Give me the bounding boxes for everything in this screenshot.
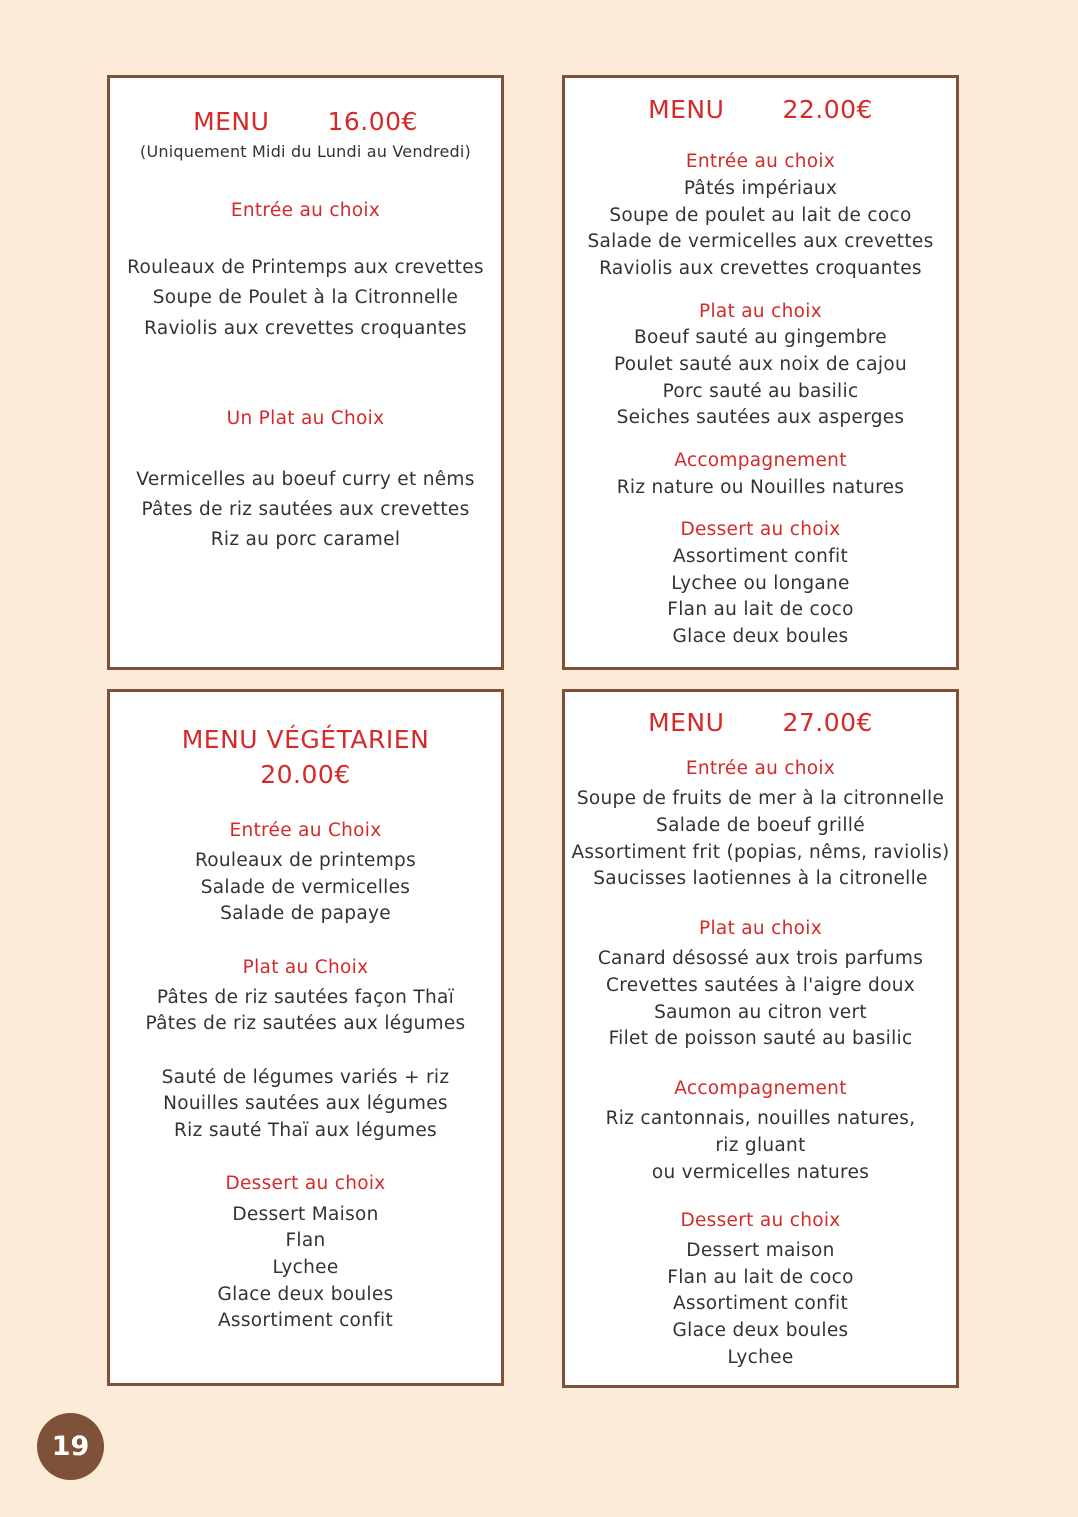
menu-item: Glace deux boules bbox=[672, 1320, 849, 1341]
menu-item: Salade de boeuf grillé bbox=[656, 815, 865, 836]
menu-item: Saumon au citron vert bbox=[654, 1002, 867, 1023]
menu-item: Canard désossé aux trois parfums bbox=[597, 948, 924, 969]
section-heading-dessert: Dessert au choix bbox=[680, 519, 841, 540]
menu-item: Glace deux boules bbox=[672, 626, 849, 647]
menu-item: Soupe de Poulet à la Citronnelle bbox=[152, 287, 459, 308]
section-heading-entree: Entrée au Choix bbox=[229, 820, 382, 841]
menu-item: Pâtés impériaux bbox=[683, 178, 838, 199]
menu-item: Soupe de fruits de mer à la citronnelle bbox=[576, 788, 945, 809]
menu-item: Riz au porc caramel bbox=[210, 529, 401, 550]
menu-item: Assortiment confit bbox=[217, 1310, 394, 1331]
menu-card-22 bbox=[562, 75, 959, 670]
menu-item: Nouilles sautées aux légumes bbox=[163, 1093, 448, 1114]
menu-item: Flan bbox=[285, 1230, 326, 1251]
menu-item: riz gluant bbox=[715, 1135, 806, 1156]
menu-item: Assortiment frit (popias, nêms, raviolis) bbox=[571, 842, 950, 863]
menu-price: 22.00€ bbox=[782, 95, 873, 124]
menu-price: 27.00€ bbox=[782, 708, 873, 737]
menu-item: Raviolis aux crevettes croquantes bbox=[599, 258, 922, 279]
menu-item: Rouleaux de Printemps aux crevettes bbox=[127, 257, 484, 278]
menu-item: Dessert maison bbox=[686, 1240, 835, 1261]
menu-item: Pâtes de riz sautées aux crevettes bbox=[141, 499, 470, 520]
menu-item: Poulet sauté aux noix de cajou bbox=[613, 354, 907, 375]
menu-item: Riz nature ou Nouilles natures bbox=[616, 477, 905, 498]
menu-item: Assortiment confit bbox=[672, 1293, 849, 1314]
menu-item: Flan au lait de coco bbox=[667, 1267, 854, 1288]
page-number-badge: 19 bbox=[37, 1413, 104, 1480]
menu-item: Soupe de poulet au lait de coco bbox=[609, 205, 912, 226]
menu-item: Sauté de légumes variés + riz bbox=[161, 1067, 450, 1088]
menu-item: Assortiment confit bbox=[672, 546, 849, 567]
section-heading-entree: Entrée au choix bbox=[685, 151, 836, 172]
menu-item: Dessert Maison bbox=[232, 1204, 379, 1225]
menu-item: Boeuf sauté au gingembre bbox=[634, 327, 887, 348]
section-heading-entree: Entrée au choix bbox=[685, 758, 836, 779]
menu-item: Lychee bbox=[272, 1257, 339, 1278]
section-heading-plat: Plat au choix bbox=[699, 301, 822, 322]
menu-note: (Uniquement Midi du Lundi au Vendredi) bbox=[140, 142, 471, 161]
section-heading-accompagnement: Accompagnement bbox=[674, 450, 847, 471]
menu-item: Raviolis aux crevettes croquantes bbox=[144, 318, 467, 339]
menu-item: Porc sauté au basilic bbox=[662, 381, 859, 402]
menu-item: Crevettes sautées à l'aigre doux bbox=[606, 975, 915, 996]
section-heading-accompagnement: Accompagnement bbox=[674, 1078, 847, 1099]
menu-title: MENU 27.00€ bbox=[648, 708, 873, 737]
menu-card-27 bbox=[562, 689, 959, 1388]
menu-item: ou vermicelles natures bbox=[651, 1162, 870, 1183]
menu-item: Salade de vermicelles aux crevettes bbox=[587, 231, 934, 252]
section-heading-plat: Plat au choix bbox=[699, 918, 822, 939]
menu-title: MENU 16.00€ bbox=[193, 107, 418, 136]
section-heading-plat: Un Plat au Choix bbox=[226, 408, 385, 429]
menu-item: Salade de vermicelles bbox=[200, 877, 411, 898]
menu-item: Seiches sautées aux asperges bbox=[616, 407, 905, 428]
menu-item: Flan au lait de coco bbox=[667, 599, 854, 620]
menu-item: Filet de poisson sauté au basilic bbox=[608, 1028, 913, 1049]
menu-item: Salade de papaye bbox=[220, 903, 391, 924]
menu-item: Glace deux boules bbox=[217, 1284, 394, 1305]
menu-item: Vermicelles au boeuf curry et nêms bbox=[136, 469, 475, 490]
menu-item: Pâtes de riz sautées aux légumes bbox=[145, 1013, 466, 1034]
section-heading-dessert: Dessert au choix bbox=[225, 1173, 386, 1194]
menu-title: MENU VÉGÉTARIEN bbox=[181, 725, 430, 754]
menu-card-vegetarien bbox=[107, 689, 504, 1386]
menu-item: Rouleaux de printemps bbox=[194, 850, 417, 871]
menu-item: Riz cantonnais, nouilles natures, bbox=[605, 1108, 916, 1129]
menu-price: 16.00€ bbox=[327, 107, 418, 136]
menu-item: Lychee ou longane bbox=[671, 573, 850, 594]
menu-item: Saucisses laotiennes à la citronelle bbox=[593, 868, 928, 889]
menu-title: MENU 22.00€ bbox=[648, 95, 873, 124]
menu-price: 20.00€ bbox=[260, 760, 351, 789]
section-heading-plat: Plat au Choix bbox=[242, 957, 369, 978]
menu-item: Riz sauté Thaï aux légumes bbox=[174, 1120, 437, 1141]
menu-item: Lychee bbox=[727, 1347, 794, 1368]
menu-card-16 bbox=[107, 75, 504, 670]
section-heading-dessert: Dessert au choix bbox=[680, 1210, 841, 1231]
menu-item: Pâtes de riz sautées façon Thaï bbox=[156, 987, 455, 1008]
section-heading-entree: Entrée au choix bbox=[230, 200, 381, 221]
